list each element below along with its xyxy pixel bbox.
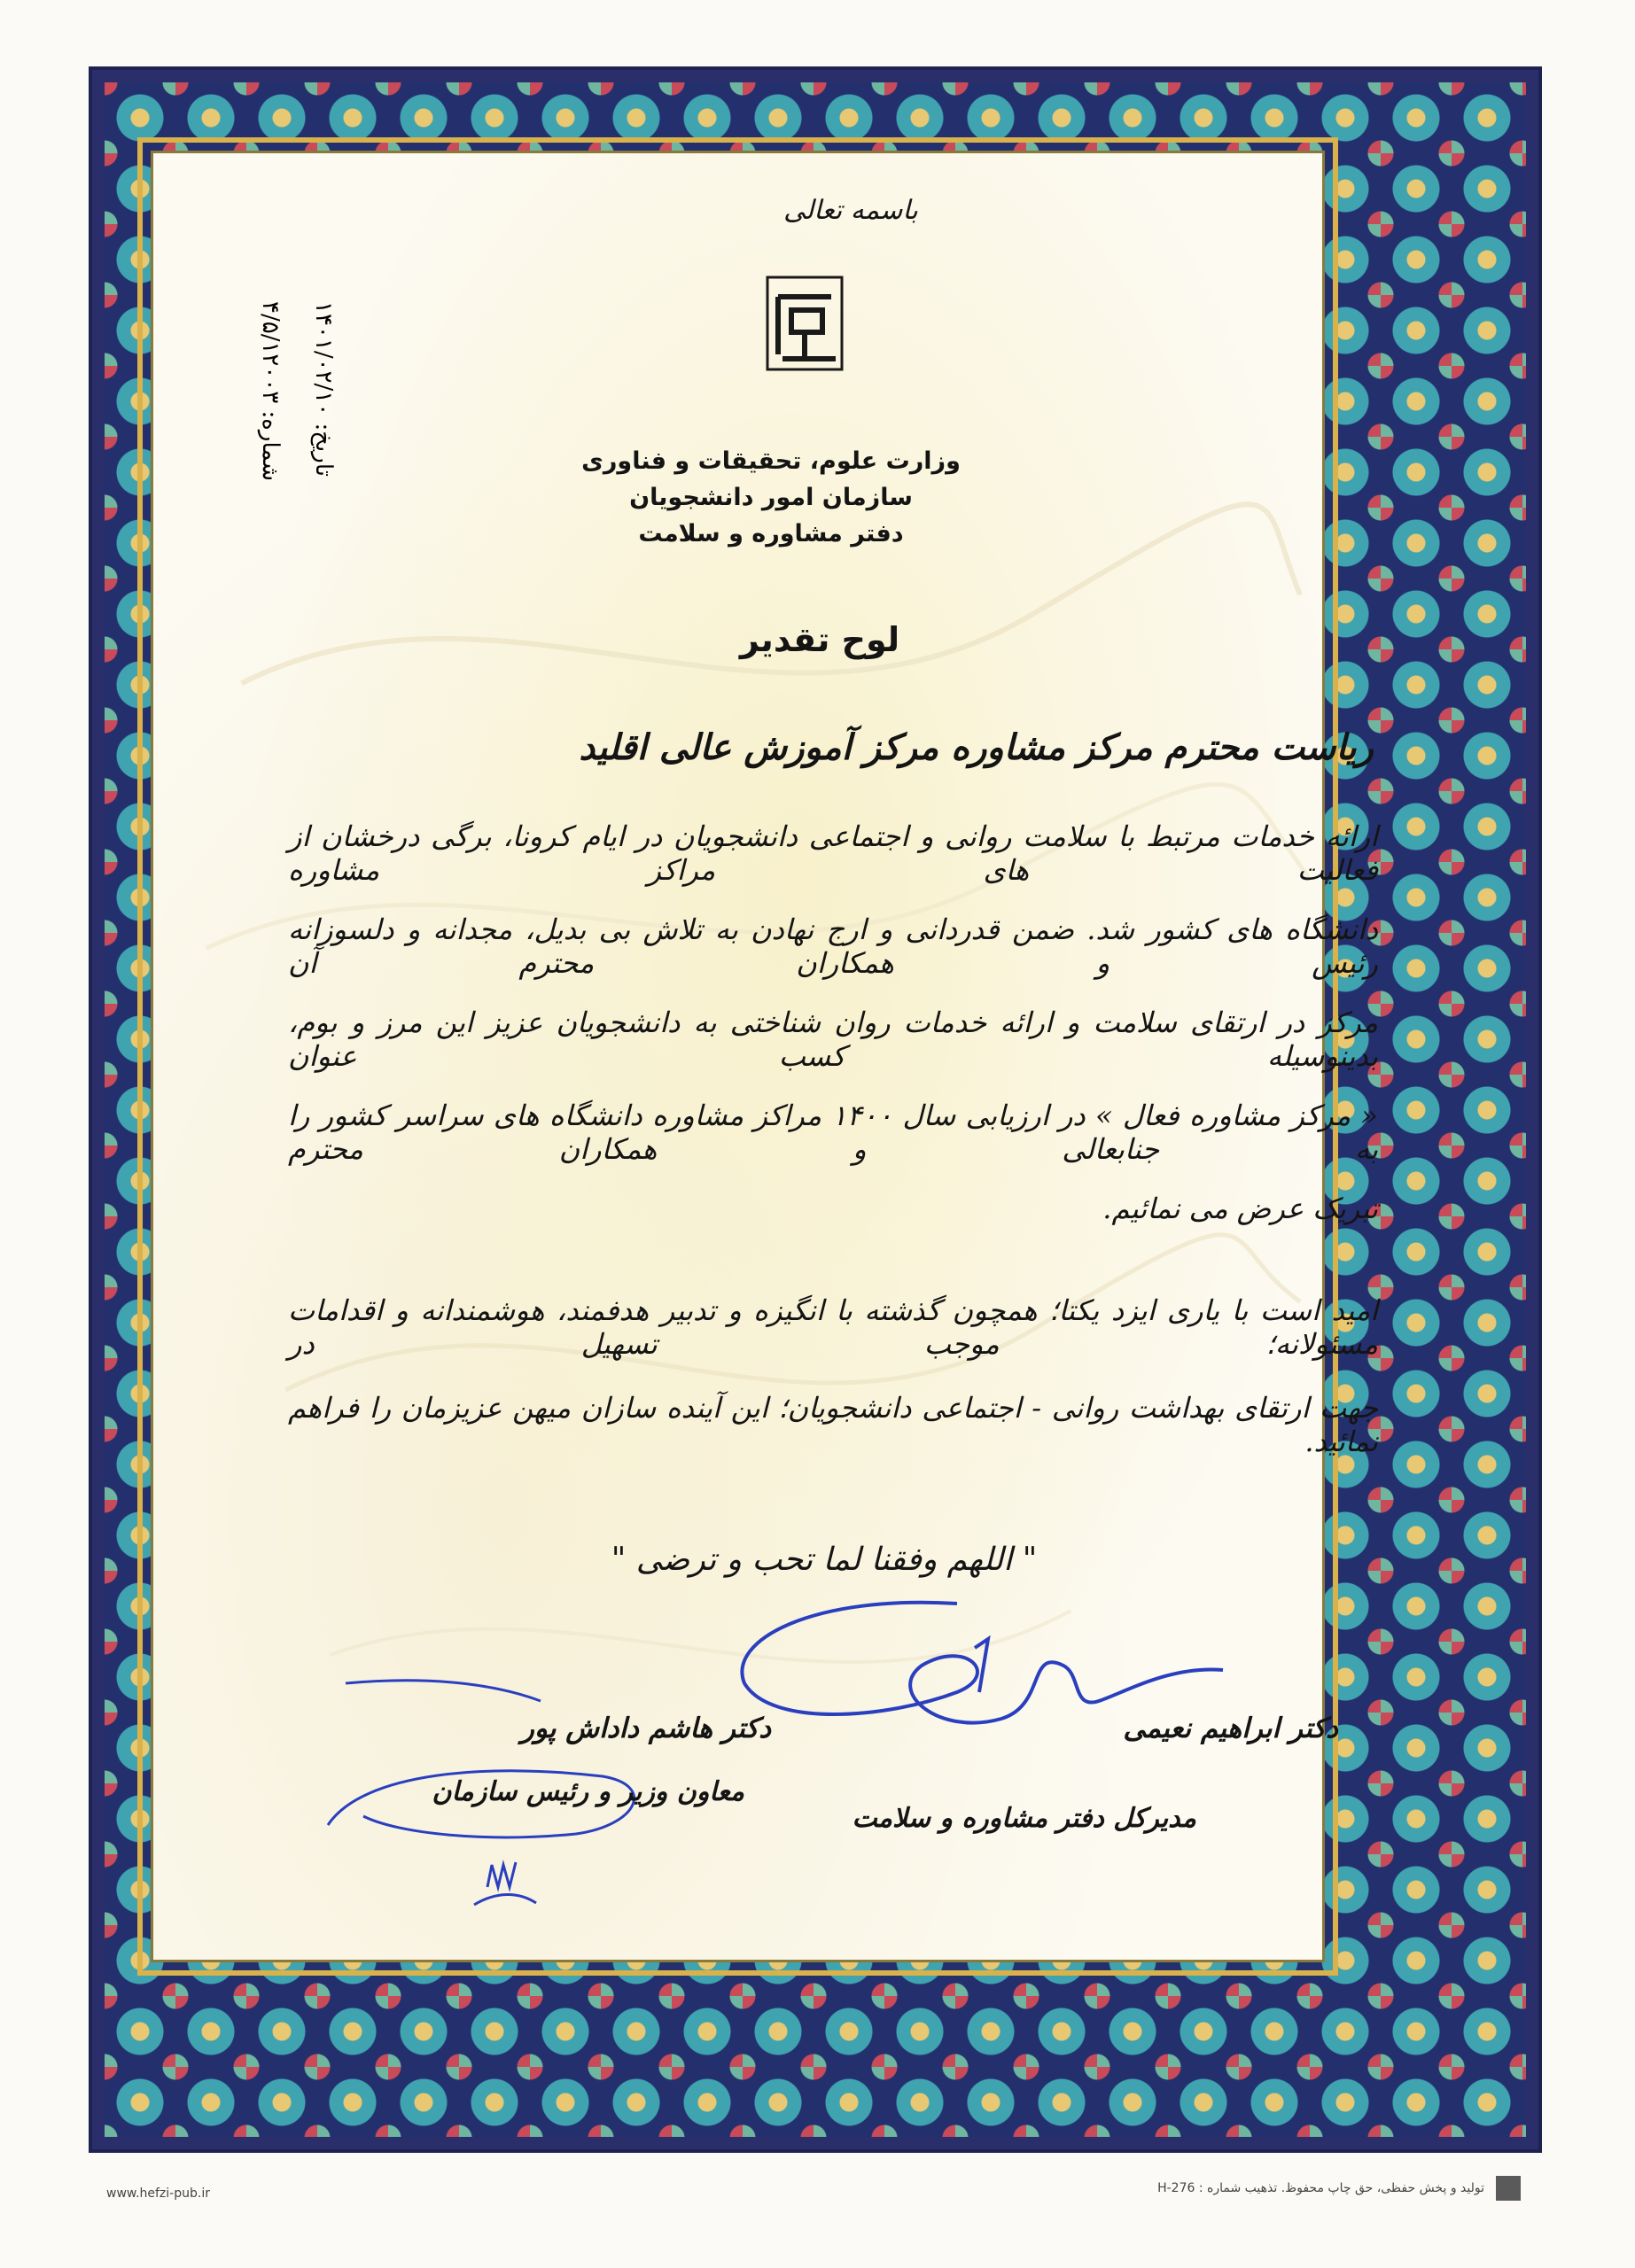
reference-block: [248, 301, 354, 602]
body-line-1: ارائه خدمات مرتبط با سلامت روانی و اجتماعی دانشجویان در ایام کرونا، برگی درخشان از فعالیت های مراکز مشاوره: [288, 819, 1379, 887]
signatory-right-name: دکتر ابراهیم نعیمی: [1123, 1713, 1338, 1744]
body-line-2: دانشگاه های کشور شد. ضمن قدردانی و ارج نهادن به تلاش بی بدیل، مجدانه و دلسوزانه رئیس و همکاران محترم آن: [288, 913, 1379, 980]
body-line-4: « مرکز مشاوره فعال » در ارزیابی سال ۱۴۰۰ مراکز مشاوره دانشگاه های سراسر کشور را به جنابعالی و همکاران محترم: [288, 1099, 1379, 1166]
letter-date: تاریخ: ۱۴۰۱/۰۲/۱۰: [310, 301, 337, 478]
ministry-line: وزارت علوم، تحقیقات و فناوری: [581, 447, 961, 475]
certificate-title: لوح تقدیر: [739, 620, 900, 659]
addressee-line: ریاست محترم مرکز مشاوره مرکز آموزش عالی اقلید: [579, 726, 1374, 768]
signatory-left-name: دکتر هاشم داداش پور: [520, 1713, 771, 1744]
organization-line: سازمان امور دانشجویان: [629, 484, 913, 511]
letter-number: شماره: ۴/۵/۱۲۰۰۳: [257, 301, 284, 482]
signatory-left-title: معاون وزیر و رئیس سازمان: [432, 1776, 744, 1807]
publisher-logo-icon: [1496, 2176, 1521, 2201]
body-line-6: امید است با یاری ایزد یکتا؛ همچون گذشته با انگیزه و تدبیر هدفمند، هوشمندانه و اقدامات مسئولانه؛ موجب تسهیل در: [288, 1293, 1379, 1361]
ministry-heading: [567, 443, 975, 552]
print-note: تولید و پخش حفظی، حق چاپ محفوظ. تذهیب شماره : H-276: [1157, 2181, 1484, 2195]
body-line-7: جهت ارتقای بهداشت روانی - اجتماعی دانشجویان؛ این آینده سازان میهن عزیزمان را فراهم نمائید.: [288, 1391, 1378, 1458]
closing-prayer: " اللهم وفقنا لما تحب و ترضی ": [611, 1542, 1038, 1578]
office-line: دفتر مشاوره و سلامت: [638, 520, 904, 548]
basmala: باسمه تعالی: [783, 195, 918, 226]
signatory-right-title: مدیرکل دفتر مشاوره و سلامت: [852, 1803, 1196, 1834]
body-line-3: مرکز در ارتقای سلامت و ارائه خدمات روان شناختی به دانشجویان عزیز این مرز و بوم، بدینوسیله کسب عنوان: [288, 1006, 1378, 1073]
publisher-url: www.hefzi-pub.ir: [106, 2186, 210, 2201]
organization-logo: [760, 270, 849, 377]
body-line-5: تبریک عرض می نمائیم.: [1102, 1192, 1378, 1225]
